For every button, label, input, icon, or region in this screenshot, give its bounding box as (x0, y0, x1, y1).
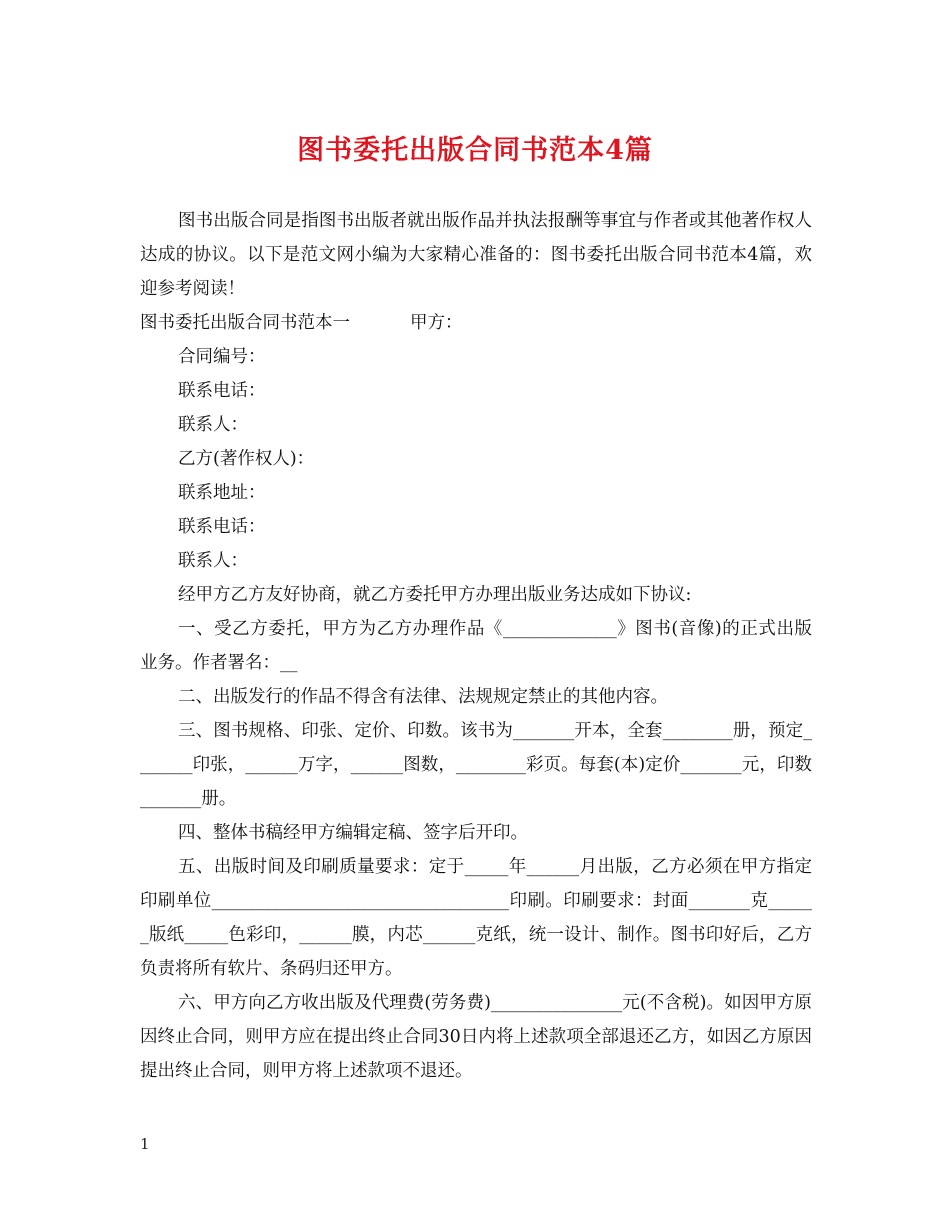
party-a-phone-label: 联系电话： (178, 381, 266, 401)
agreement-intro: 经甲方乙方友好协商，就乙方委托甲方办理出版业务达成如下协议: (178, 585, 692, 605)
clause-5: 五、出版时间及印刷质量要求：定于_____年______月出版，乙方必须在甲方指定印刷单位__________________________________印刷。印刷要求：封面_______克______版纸_____色彩印，______膜，内芯______克纸，统一设计、制作。图书印好后，乙方负责将所有软片、条码归还甲方。 (140, 857, 812, 979)
intro-paragraph: 图书出版合同是指图书出版者就出版作品并执法报酬等事宜与作者或其他著作权人达成的协议。以下是范文网小编为大家精心准备的：图书委托出版合同书范本4篇，欢迎参考阅读！ (140, 211, 812, 299)
sample-heading-line (140, 306, 812, 340)
party-b-phone-label: 联系电话： (178, 517, 266, 537)
clause-6: 六、甲方向乙方收出版及代理费(劳务费)_______________元(不含税)。如因甲方原因终止合同，则甲方应在提出终止合同30日内将上述款项全部退还乙方，如因乙方原因提出终止合同，则甲方将上述款项不退还。 (140, 993, 812, 1081)
contract-number-label: 合同编号： (178, 347, 266, 367)
party-b-address-label: 联系地址： (178, 483, 266, 503)
party-b-label: 乙方(著作权人)： (178, 449, 315, 469)
clause-2: 二、出版发行的作品不得含有法律、法规规定禁止的其他内容。 (178, 687, 668, 707)
clause-4: 四、整体书稿经甲方编辑定稿、签字后开印。 (178, 823, 528, 843)
party-a-contact-label: 联系人： (178, 415, 248, 435)
sample-heading: 图书委托出版合同书范本一 (140, 313, 350, 333)
page-number: 1 (140, 1135, 150, 1153)
document-title: 图书委托出版合同书范本4篇 (297, 135, 653, 166)
clause-3: 三、图书规格、印张、定价、印数。该书为_______开本，全套________册，预定_______印张，______万字，______图数，________彩页。每套(本)定价_______元，印数_______册。 (140, 721, 812, 809)
clause-1: 一、受乙方委托，甲方为乙方办理作品《_____________》图书(音像)的正式出版业务。作者署名：__ (140, 619, 812, 673)
party-a-label: 甲方： (410, 313, 463, 333)
document-body (140, 204, 812, 1088)
party-b-contact-label: 联系人： (178, 551, 248, 571)
